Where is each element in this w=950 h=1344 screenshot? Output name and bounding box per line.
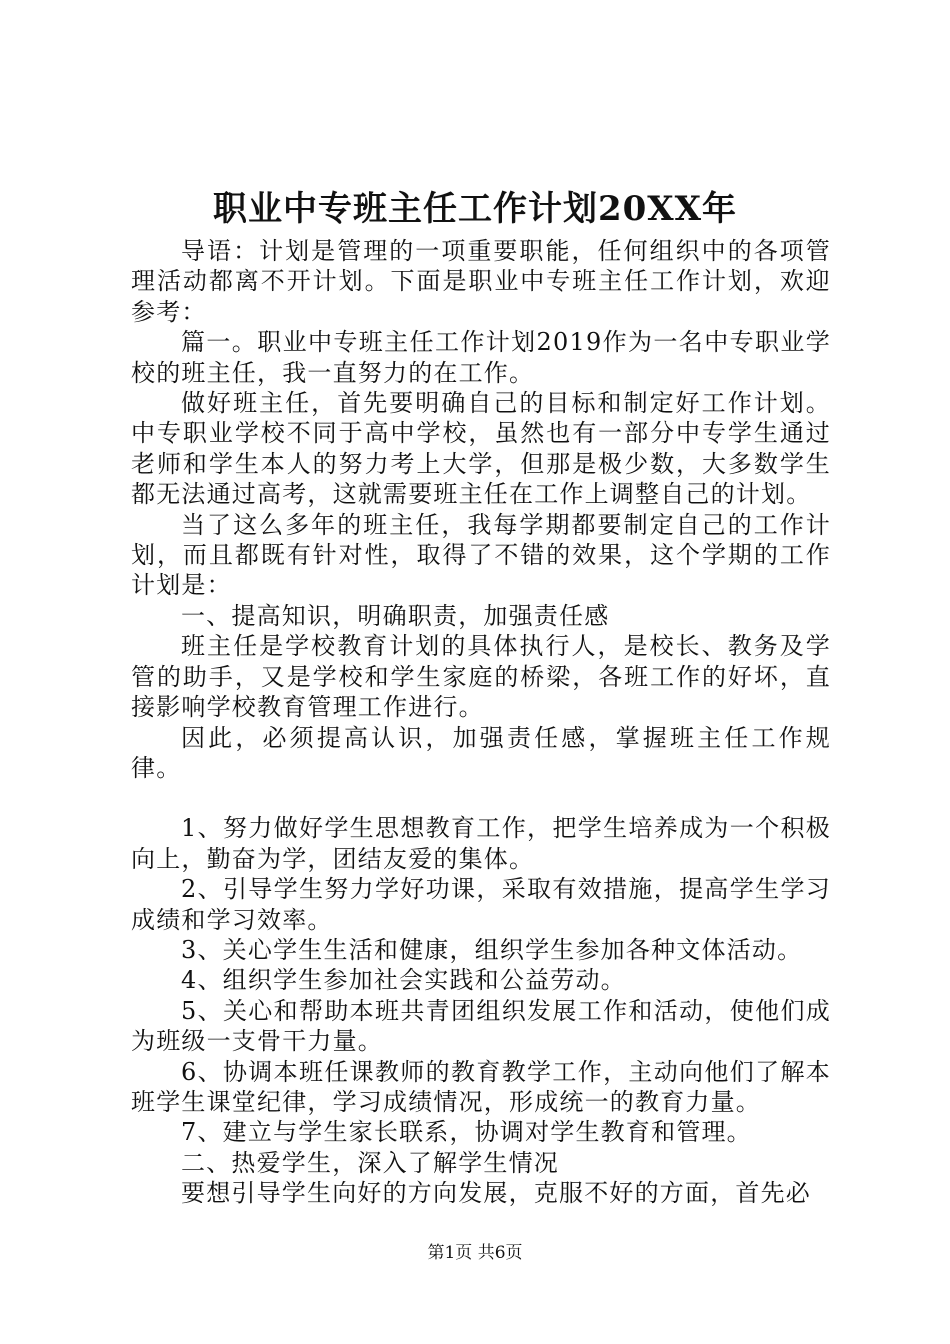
list-item: 1、努力做好学生思想教育工作，把学生培养成为一个积极向上，勤奋为学，团结友爱的集体。: [131, 814, 831, 873]
section-heading: 一、提高知识，明确职责，加强责任感: [181, 601, 610, 630]
list-item: 4、组织学生参加社会实践和公益劳动。: [181, 966, 626, 995]
paragraph: 做好班主任，首先要明确自己的目标和制定好工作计划。中专职业学校不同于高中学校，虽然也有一部分中专学生通过老师和学生本人的努力考上大学，但那是极少数，大多数学生都无法通过高考，这就需要班主任在工作上调整自己的计划。: [131, 389, 831, 509]
page-footer: 第1页 共6页: [427, 1243, 523, 1263]
list-item: 2、引导学生努力学好功课，采取有效措施，提高学生学习成绩和学习效率。: [131, 875, 831, 934]
paragraph: 因此，必须提高认识，加强责任感，掌握班主任工作规律。: [131, 723, 831, 782]
paragraph-part-one: 篇一。职业中专班主任工作计划2019作为一名中专职业学校的班主任，我一直努力的在工作。: [131, 328, 831, 387]
list-item: 3、关心学生生活和健康，组织学生参加各种文体活动。: [181, 935, 803, 964]
document-body: [131, 236, 831, 1209]
paragraph: 要想引导学生向好的方向发展，克服不好的方面，首先必: [181, 1179, 811, 1208]
paragraph: 班主任是学校教育计划的具体执行人，是校长、教务及学管的助手，又是学校和学生家庭的桥梁，各班工作的好坏，直接影响学校教育管理工作进行。: [131, 632, 831, 722]
list-item: 7、建立与学生家长联系，协调对学生教育和管理。: [181, 1118, 752, 1147]
paragraph: 当了这么多年的班主任，我每学期都要制定自己的工作计划，而且都既有针对性，取得了不错的效果，这个学期的工作计划是：: [131, 510, 831, 600]
list-item: 5、关心和帮助本班共青团组织发展工作和活动，使他们成为班级一支骨干力量。: [131, 996, 831, 1056]
document-title: 职业中专班主任工作计划20XX年: [212, 189, 738, 229]
paragraph-intro: 导语：计划是管理的一项重要职能，任何组织中的各项管理活动都离不开计划。下面是职业中专班主任工作计划，欢迎参考：: [131, 237, 831, 326]
section-heading: 二、热爱学生，深入了解学生情况: [181, 1148, 559, 1177]
list-item: 6、协调本班任课教师的教育教学工作，主动向他们了解本班学生课堂纪律，学习成绩情况，形成统一的教育力量。: [131, 1057, 831, 1116]
